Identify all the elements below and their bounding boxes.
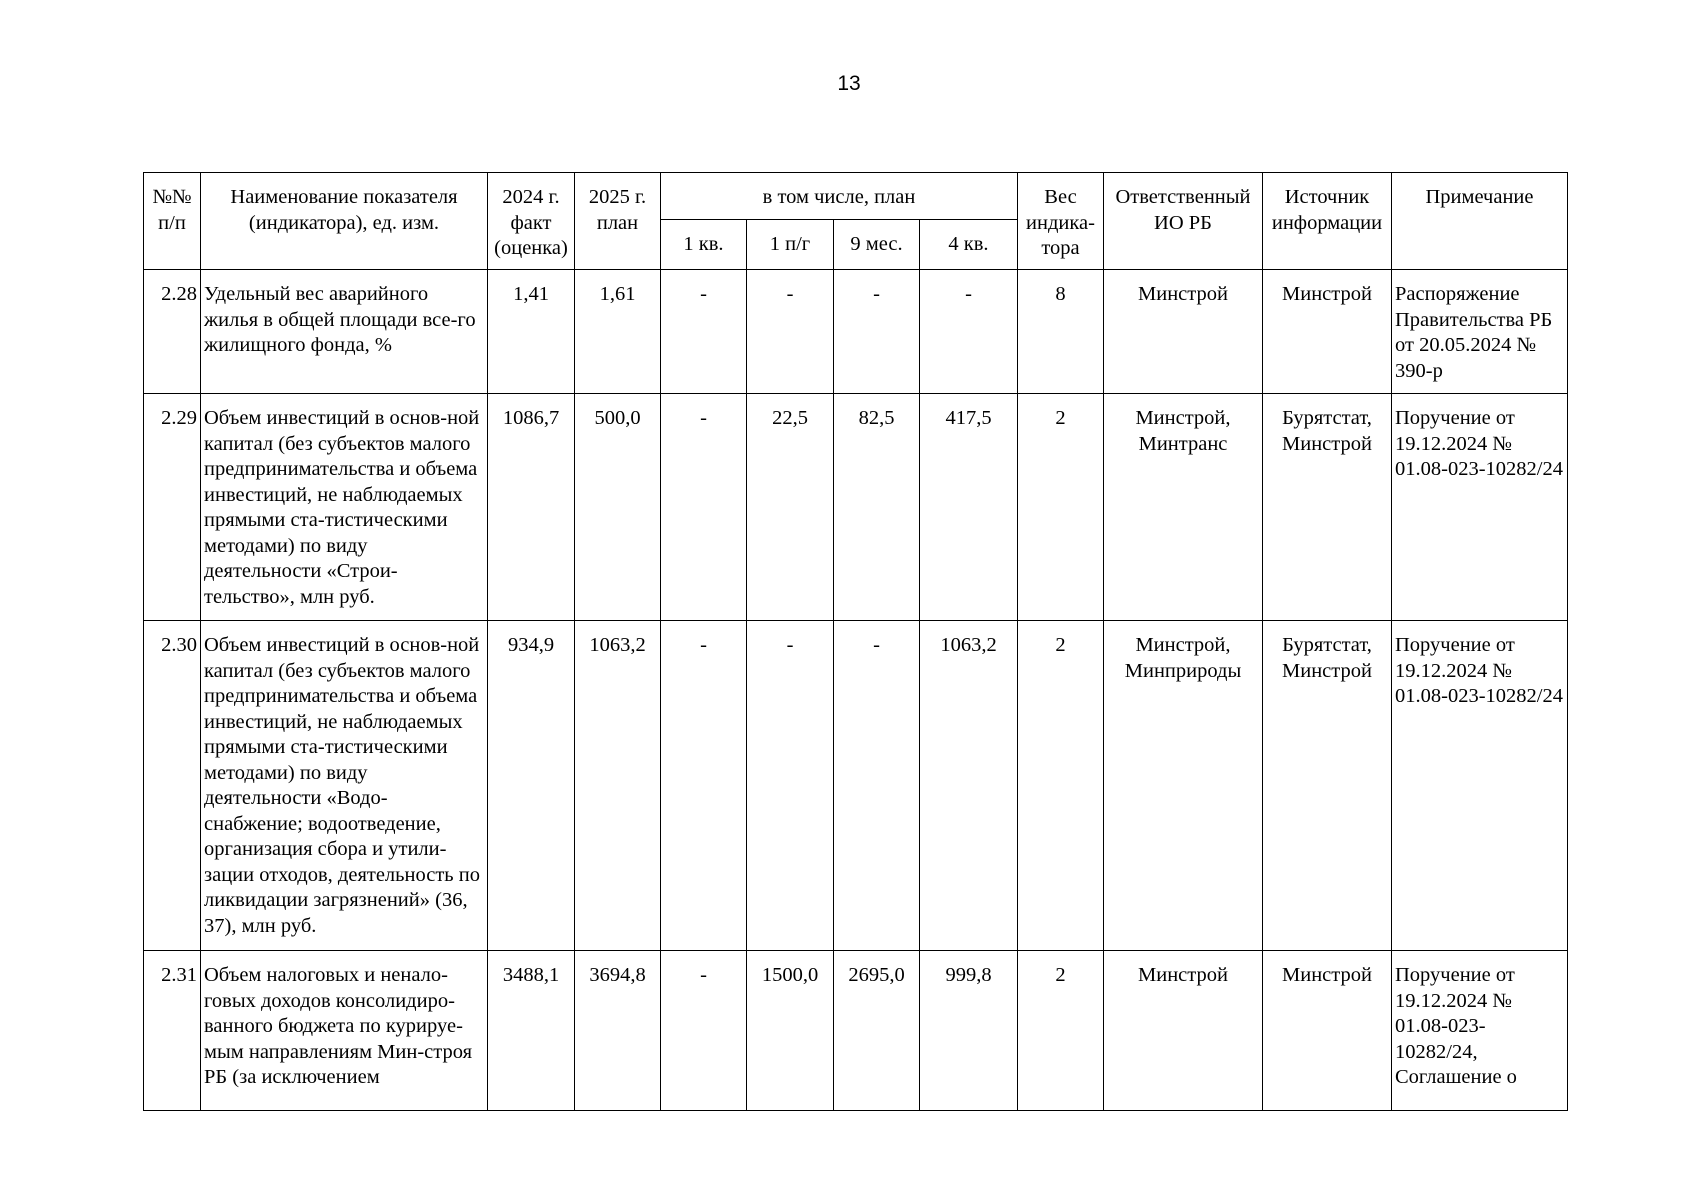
row-fact-2024: 3488,1 — [488, 951, 575, 1111]
header-h1: 1 п/г — [747, 220, 834, 270]
row-q1: - — [661, 270, 747, 394]
row-q1: - — [661, 621, 747, 951]
row-responsible: Минстрой — [1104, 951, 1263, 1111]
header-name: Наименование показателя (индикатора), ед. изм. — [201, 173, 488, 270]
row-source: Бурятстат, Минстрой — [1263, 394, 1392, 621]
row-responsible: Минстрой, Минприроды — [1104, 621, 1263, 951]
row-source: Минстрой — [1263, 270, 1392, 394]
row-name: Объем налоговых и ненало-говых доходов консолидиро-ванного бюджета по курируе-мым направлениям Мин-строя РБ (за исключением — [201, 951, 488, 1111]
row-name: Объем инвестиций в основ-ной капитал (без субъектов малого предпринимательства и объема инвестиций, не наблюдаемых прямыми ста-тистическими методами) по виду деятельности «Водо-снабжение; водоотведение, организация сбора и утили-зации отходов, деятельность по ликвидации загрязнений» (36, 37), млн руб. — [201, 621, 488, 951]
header-q1: 1 кв. — [661, 220, 747, 270]
indicators-table — [143, 172, 1568, 1111]
row-h1: 22,5 — [747, 394, 834, 621]
row-note: Распоряжение Правительства РБ от 20.05.2024 № 390-р — [1392, 270, 1568, 394]
row-source: Минстрой — [1263, 951, 1392, 1111]
row-plan-2025: 1063,2 — [575, 621, 661, 951]
row-plan-2025: 3694,8 — [575, 951, 661, 1111]
row-plan-2025: 1,61 — [575, 270, 661, 394]
row-num: 2.29 — [144, 394, 201, 621]
row-h1: - — [747, 270, 834, 394]
row-fact-2024: 1086,7 — [488, 394, 575, 621]
row-q1: - — [661, 394, 747, 621]
header-note: Примечание — [1392, 173, 1568, 270]
row-q4: 999,8 — [920, 951, 1018, 1111]
row-responsible: Минстрой — [1104, 270, 1263, 394]
row-note: Поручение от 19.12.2024 № 01.08-023-10282/24 — [1392, 394, 1568, 621]
row-weight: 2 — [1018, 951, 1104, 1111]
table-row — [144, 951, 1568, 1111]
row-q4: - — [920, 270, 1018, 394]
row-h1: - — [747, 621, 834, 951]
row-num: 2.31 — [144, 951, 201, 1111]
row-m9: 82,5 — [834, 394, 920, 621]
header-source: Источник информации — [1263, 173, 1392, 270]
row-fact-2024: 934,9 — [488, 621, 575, 951]
row-m9: 2695,0 — [834, 951, 920, 1111]
row-q1: - — [661, 951, 747, 1111]
header-fact-2024: 2024 г. факт (оценка) — [488, 173, 575, 270]
header-q4: 4 кв. — [920, 220, 1018, 270]
row-weight: 2 — [1018, 394, 1104, 621]
row-weight: 8 — [1018, 270, 1104, 394]
header-plan-2025: 2025 г. план — [575, 173, 661, 270]
row-m9: - — [834, 621, 920, 951]
row-note: Поручение от 19.12.2024 № 01.08-023-10282/24, Соглашение о — [1392, 951, 1568, 1111]
row-num: 2.28 — [144, 270, 201, 394]
row-m9: - — [834, 270, 920, 394]
row-q4: 1063,2 — [920, 621, 1018, 951]
header-num: №№ п/п — [144, 173, 201, 270]
row-responsible: Минстрой, Минтранс — [1104, 394, 1263, 621]
header-including-plan: в том числе, план — [661, 173, 1018, 220]
header-responsible: Ответственный ИО РБ — [1104, 173, 1263, 270]
row-name: Удельный вес аварийного жилья в общей площади все-го жилищного фонда, % — [201, 270, 488, 394]
row-q4: 417,5 — [920, 394, 1018, 621]
row-name: Объем инвестиций в основ-ной капитал (без субъектов малого предпринимательства и объема инвестиций, не наблюдаемых прямыми ста-тистическими методами) по виду деятельности «Строи-тельство», млн руб. — [201, 394, 488, 621]
table-row — [144, 394, 1568, 621]
row-source: Бурятстат, Минстрой — [1263, 621, 1392, 951]
row-fact-2024: 1,41 — [488, 270, 575, 394]
row-num: 2.30 — [144, 621, 201, 951]
row-h1: 1500,0 — [747, 951, 834, 1111]
page-number: 13 — [837, 72, 861, 95]
row-weight: 2 — [1018, 621, 1104, 951]
header-weight: Вес индика-тора — [1018, 173, 1104, 270]
row-plan-2025: 500,0 — [575, 394, 661, 621]
row-note: Поручение от 19.12.2024 № 01.08-023-10282/24 — [1392, 621, 1568, 951]
header-m9: 9 мес. — [834, 220, 920, 270]
header-row — [144, 173, 1568, 220]
table-row — [144, 270, 1568, 394]
table-row — [144, 621, 1568, 951]
